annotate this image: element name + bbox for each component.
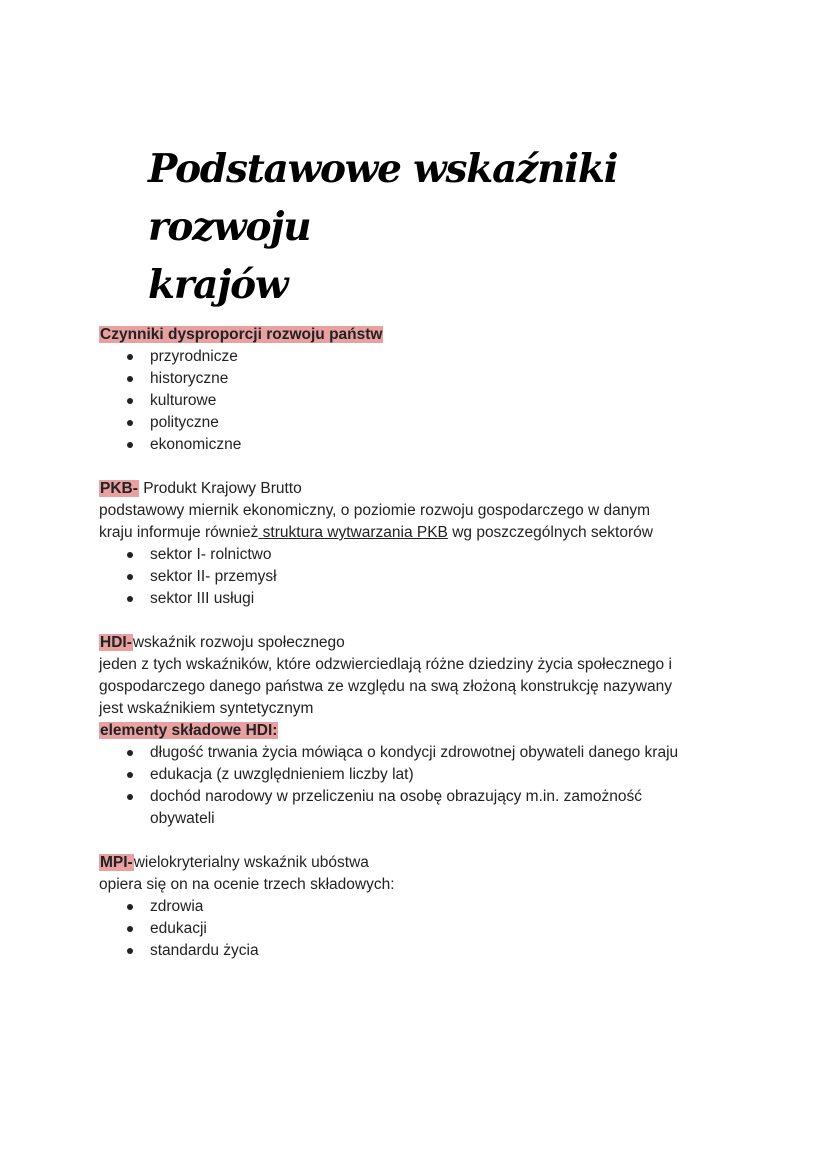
list-item: przyrodnicze bbox=[150, 346, 739, 368]
czynniki-heading bbox=[99, 324, 739, 346]
mpi-label: MPI- bbox=[100, 854, 133, 871]
pkb-label: PKB- bbox=[100, 480, 138, 497]
pkb-desc-line1: podstawowy miernik ekonomiczny, o poziomie rozwoju gospodarczego w danym bbox=[99, 502, 651, 519]
hdi-desc-line1: jeden z tych wskaźników, które odzwierciedlają różne dziedziny życia społecznego i bbox=[99, 656, 672, 673]
hdi-desc-line2: gospodarczego danego państwa ze względu na swą złożoną konstrukcję nazywany bbox=[99, 678, 672, 695]
page-title-line1: Podstawowe wskaźniki rozwoju bbox=[148, 146, 618, 250]
list-item: edukacja (z uwzględnieniem liczby lat) bbox=[150, 764, 739, 786]
hdi-subheading-text: elementy składowe HDI: bbox=[100, 722, 278, 739]
list-item: sektor III usługi bbox=[150, 588, 739, 610]
pkb-desc-line2 bbox=[99, 522, 739, 544]
czynniki-heading-text: Czynniki dysproporcji rozwoju państw bbox=[100, 326, 383, 343]
list-item: zdrowia bbox=[150, 896, 739, 918]
pkb-sectors-list bbox=[99, 544, 739, 610]
hdi-desc-line3: jest wskaźnikiem syntetycznym bbox=[99, 700, 314, 717]
list-item bbox=[150, 786, 739, 830]
list-item: edukacji bbox=[150, 918, 739, 940]
hdi-elements-list bbox=[99, 742, 739, 830]
list-item: historyczne bbox=[150, 368, 739, 390]
list-item: długość trwania życia mówiąca o kondycji zdrowotnej obywateli danego kraju bbox=[150, 742, 739, 764]
list-item: sektor II- przemysł bbox=[150, 566, 739, 588]
list-item-line2: obywateli bbox=[150, 810, 215, 827]
list-item-line1: dochód narodowy w przeliczeniu na osobę obrazujący m.in. zamożność bbox=[150, 788, 642, 805]
hdi-label: HDI- bbox=[100, 634, 132, 651]
hdi-subheading bbox=[99, 720, 739, 742]
list-item: standardu życia bbox=[150, 940, 739, 962]
pkb-label-rest: Produkt Krajowy Brutto bbox=[138, 480, 302, 497]
document-body bbox=[99, 324, 739, 962]
hdi-heading bbox=[99, 632, 739, 654]
list-item: polityczne bbox=[150, 412, 739, 434]
czynniki-list bbox=[99, 346, 739, 456]
list-item: sektor I- rolnictwo bbox=[150, 544, 739, 566]
page-title bbox=[148, 140, 748, 314]
list-item: ekonomiczne bbox=[150, 434, 739, 456]
mpi-heading bbox=[99, 852, 739, 874]
pkb-structure-link: struktura wytwarzania PKB bbox=[258, 524, 448, 541]
hdi-label-rest: wskaźnik rozwoju społecznego bbox=[132, 634, 345, 651]
pkb-heading bbox=[99, 478, 739, 500]
pkb-desc-line2-a: kraju informuje również bbox=[99, 524, 259, 541]
pkb-desc-line2-b: wg poszczególnych sektorów bbox=[447, 524, 653, 541]
mpi-components-list bbox=[99, 896, 739, 962]
mpi-desc-line1: opiera się on na ocenie trzech składowych: bbox=[99, 876, 395, 893]
list-item: kulturowe bbox=[150, 390, 739, 412]
mpi-label-rest: wielokryterialny wskaźnik ubóstwa bbox=[133, 854, 369, 871]
page-title-line2: krajów bbox=[148, 262, 288, 308]
